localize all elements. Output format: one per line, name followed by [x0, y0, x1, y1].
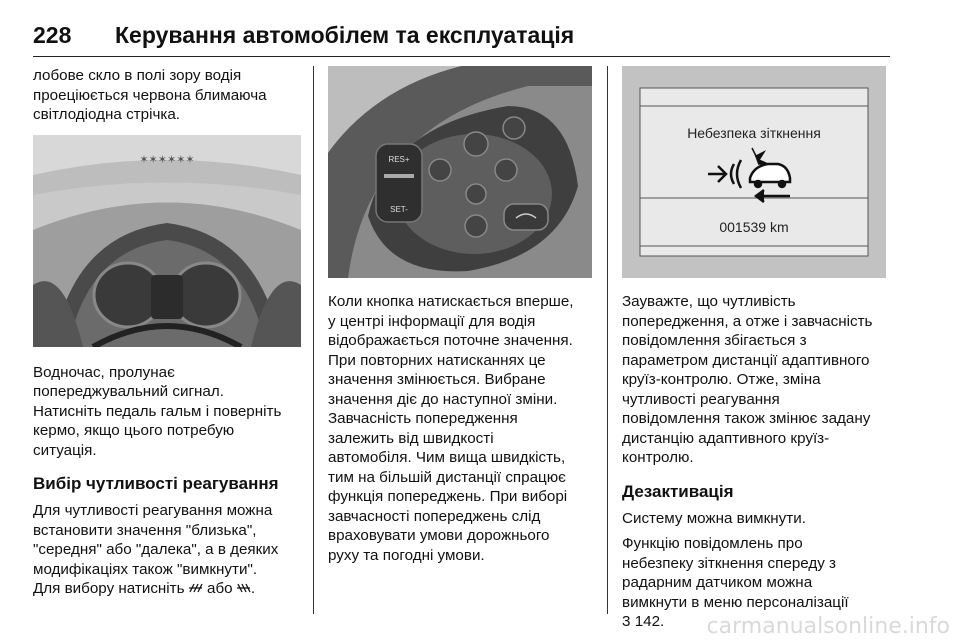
- section-heading: Вибір чутливості реагування: [33, 474, 279, 493]
- steering-wheel-figure: [328, 66, 592, 278]
- page-reference-icon: 3: [622, 613, 631, 630]
- paragraph: Коли кнопка натискається вперше, у центрі інформації для водія відображається поточне значення. При повторних натисканнях це значення змінюється. Вибране значення діє до наступної зміни. Завчасність попередження залежить від швидкості автомобіля. Чим вища швидкість, тим на більшій дистанції спрацює функція попереджень. При виборі завчасності попереджень слід враховувати умови дорожнього руху та погодні умови.: [328, 293, 574, 564]
- odometer: 001539 km: [719, 219, 789, 235]
- column-divider: [313, 66, 314, 614]
- display-title: Небезпека зіткнення: [687, 125, 821, 141]
- set-button-label: SET-: [390, 205, 408, 214]
- column-1: [33, 66, 301, 599]
- sensitivity-up-icon: [189, 580, 203, 592]
- paragraph: Для чутливості реагування можна встановити значення "близька", "середня" або "далека", а в деяких модифікаціях також "вимкнути". Для вибору натисніть або .: [33, 502, 279, 597]
- column-2: [328, 66, 596, 565]
- watermark: carmanualsonline.info: [706, 614, 950, 639]
- page-number: 228: [33, 22, 72, 48]
- section-heading: Дезактивація: [622, 481, 734, 501]
- paragraph: Функцію повідомлень про небезпеку зіткнення спереду з радарним датчиком можна вимкнути в меню персоналізації 3 142.: [622, 535, 849, 630]
- sensitivity-down-icon: [237, 580, 251, 592]
- page-title: Керування автомобілем та експлуатація: [115, 22, 575, 48]
- paragraph: Систему можна вимкнути.: [622, 509, 806, 527]
- column-3: [622, 66, 890, 632]
- paragraph: Водночас, пролунає попереджувальний сигнал. Натисніть педаль гальм і поверніть кермо, якщо цього потребую ситуація.: [33, 363, 282, 459]
- paragraph: лобове скло в полі зору водія проеціюється червона блимаюча світлодіодна стрічка.: [33, 67, 267, 123]
- led-strip: ✶✶✶✶✶✶: [139, 153, 195, 166]
- page-header: [33, 20, 890, 57]
- res-button-label: RES+: [388, 155, 410, 164]
- paragraph: Зауважте, що чутливість попередження, а отже і завчасність повідомлення збігається з параметром дистанції адаптивного круїз-контролю. Отже, зміна чутливості реагування повідомлення також змінює задану дистанцію адаптивного круїз- контролю.: [622, 293, 873, 466]
- dashboard-figure: [33, 135, 301, 347]
- driver-display-figure: [622, 66, 886, 278]
- page-reference-link[interactable]: 142.: [634, 613, 665, 630]
- column-divider: [607, 66, 608, 614]
